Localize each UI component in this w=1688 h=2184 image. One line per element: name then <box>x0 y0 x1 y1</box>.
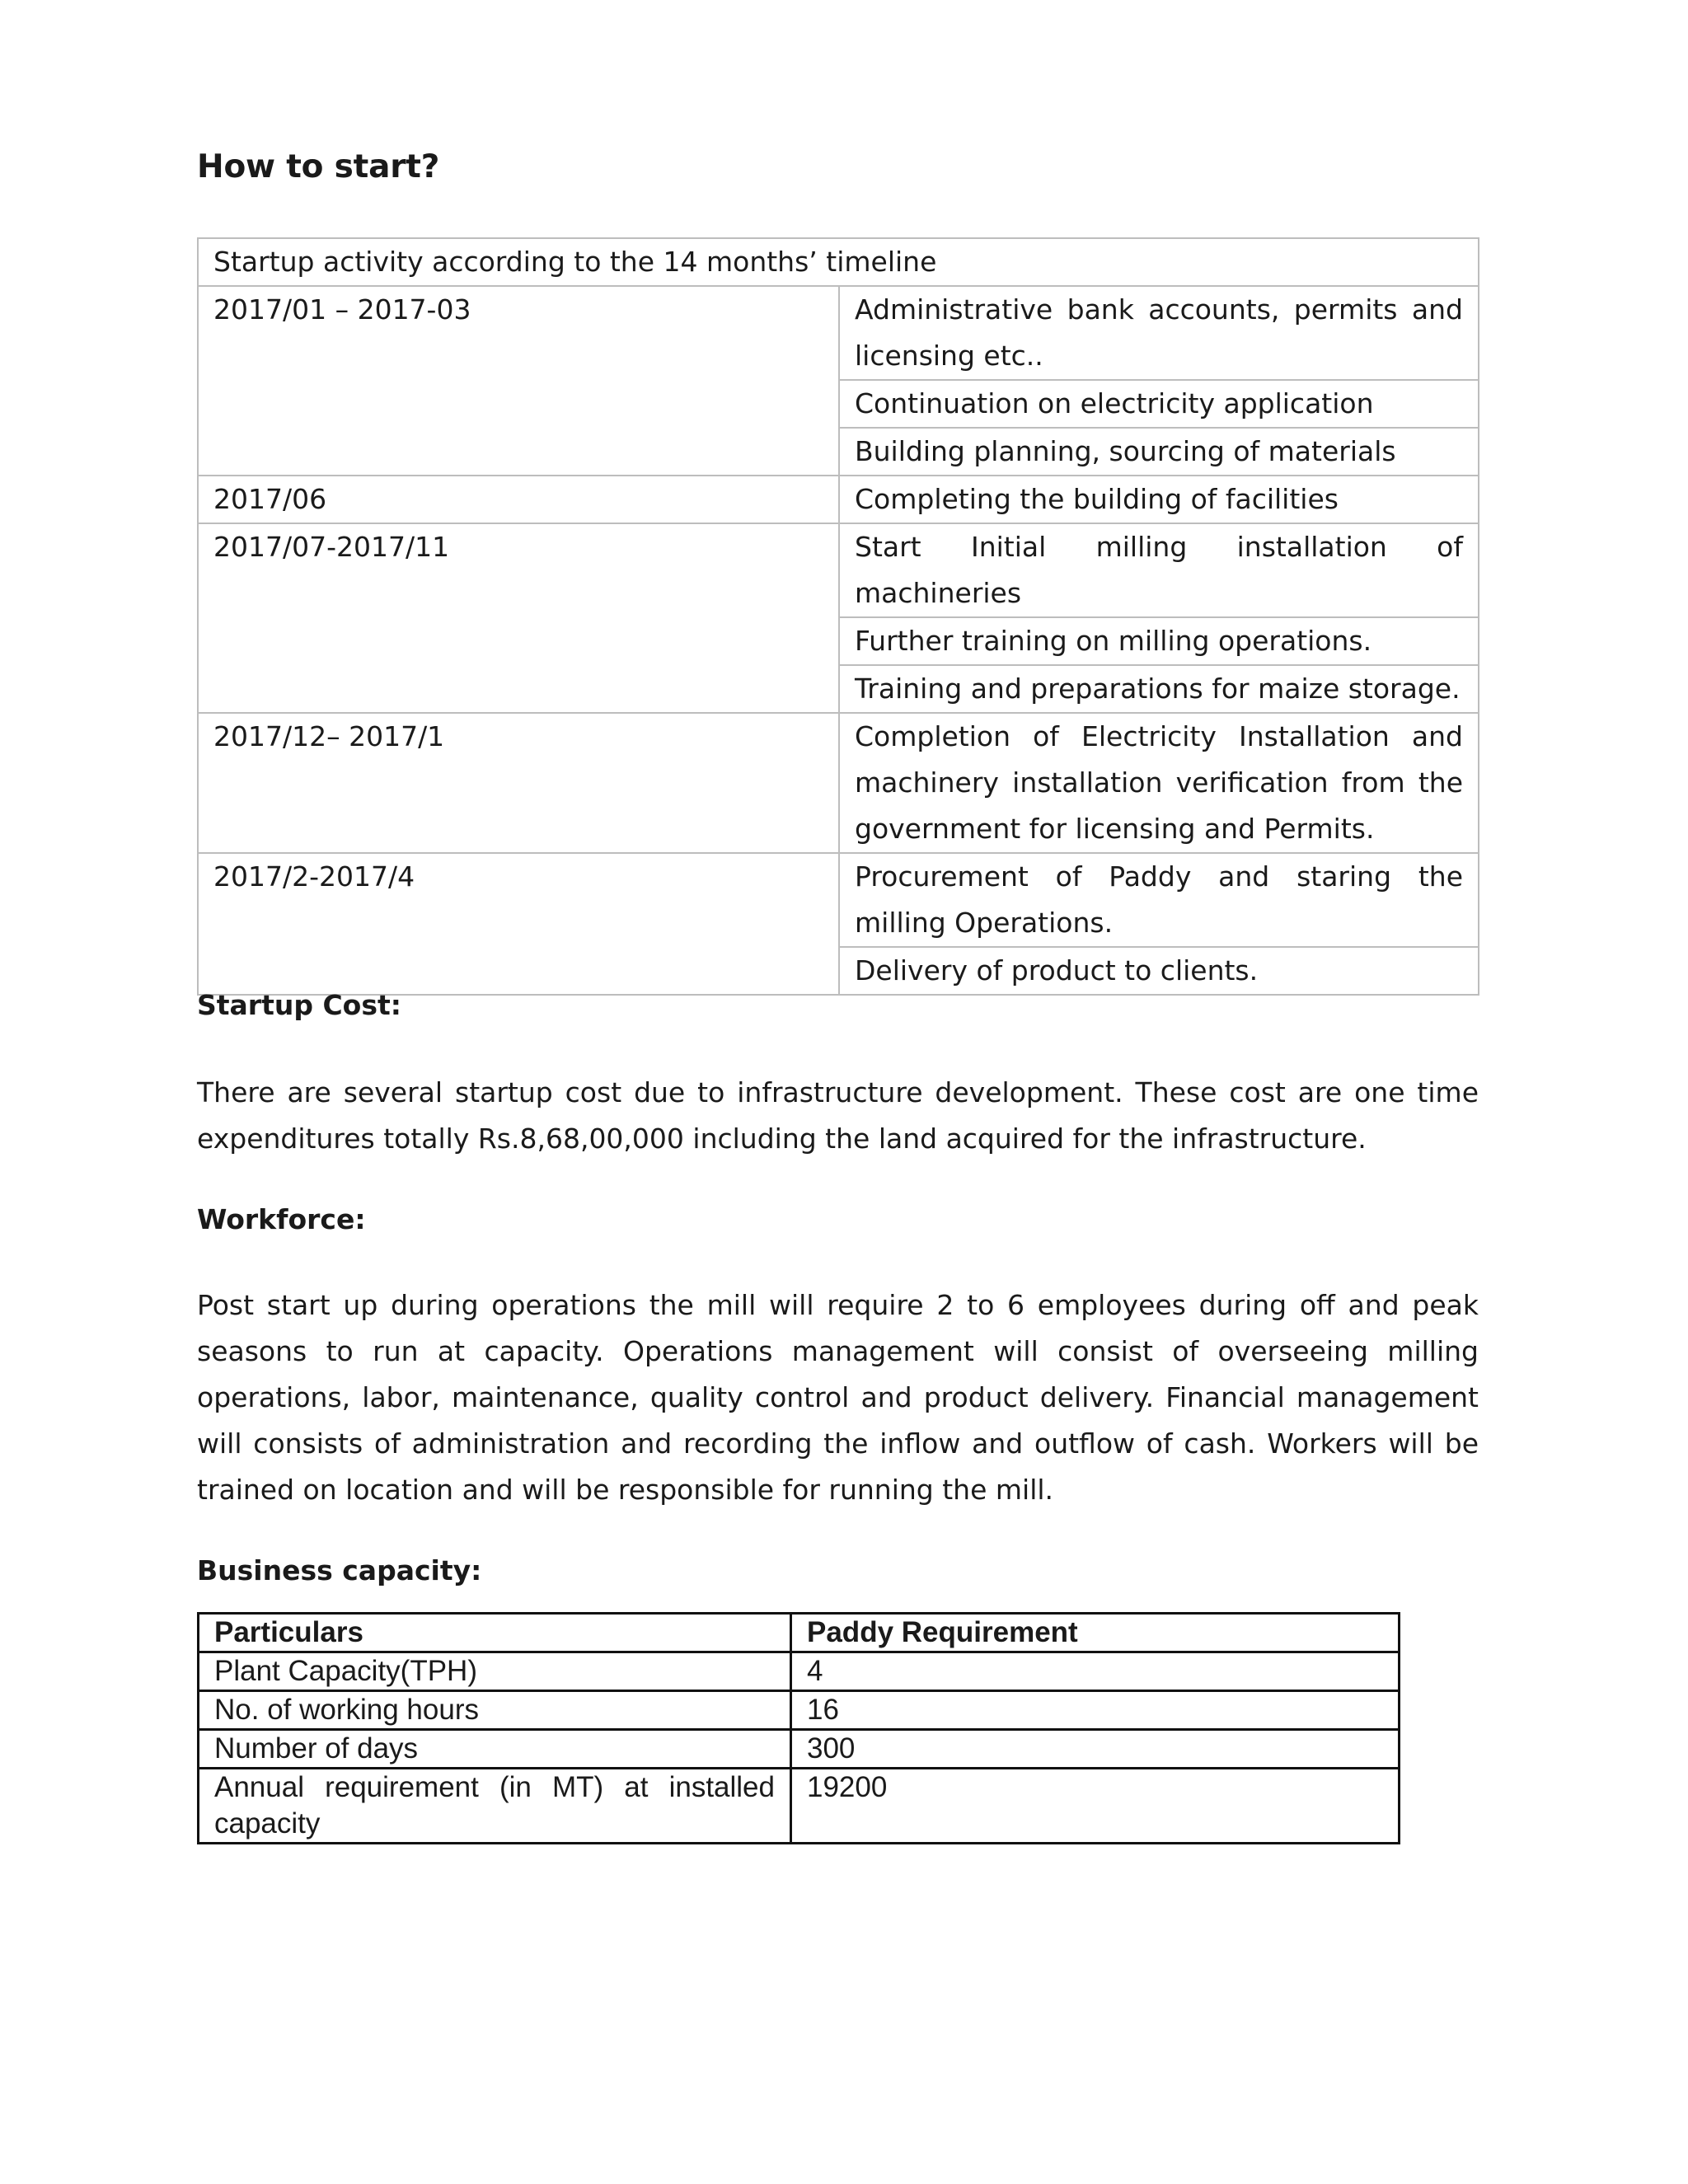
workforce-title: Workforce: <box>197 1203 366 1235</box>
table-row <box>198 853 1479 947</box>
table-row <box>198 476 1479 523</box>
timeline-header-row <box>198 238 1479 286</box>
timeline-date: 2017/2-2017/4 <box>198 853 839 995</box>
table-row <box>198 286 1479 380</box>
capacity-value: 4 <box>791 1652 1400 1691</box>
capacity-value: 300 <box>791 1730 1400 1769</box>
capacity-particular: Plant Capacity(TPH) <box>199 1652 791 1691</box>
business-capacity-title: Business capacity: <box>197 1554 482 1586</box>
table-row <box>198 713 1479 853</box>
table-row <box>199 1730 1400 1769</box>
timeline-activity: Building planning, sourcing of materials <box>839 428 1479 476</box>
timeline-activity: Administrative bank accounts, permits and licensing etc.. <box>839 286 1479 380</box>
timeline-date: 2017/07-2017/11 <box>198 523 839 713</box>
timeline-activity: Further training on milling operations. <box>839 617 1479 665</box>
timeline-activity: Completion of Electricity Installation and machinery installation verification from the government for licensing and Permits. <box>839 713 1479 853</box>
page-title: How to start? <box>197 148 440 185</box>
capacity-value: 16 <box>791 1691 1400 1730</box>
timeline-activity: Continuation on electricity application <box>839 380 1479 428</box>
capacity-value: 19200 <box>791 1769 1400 1844</box>
startup-cost-text: There are several startup cost due to infrastructure development. These cost are one time expenditures totally Rs.8,68,00,000 including the land acquired for the infrastructure. <box>197 1076 1479 1155</box>
capacity-particular: Annual requirement (in MT) at installed capacity <box>199 1769 791 1844</box>
table-row <box>199 1652 1400 1691</box>
startup-cost-title: Startup Cost: <box>197 989 401 1021</box>
table-row <box>199 1691 1400 1730</box>
document-page <box>197 140 1479 1840</box>
timeline-date: 2017/12– 2017/1 <box>198 713 839 853</box>
capacity-particular: Number of days <box>199 1730 791 1769</box>
column-header: Particulars <box>199 1614 791 1652</box>
table-row <box>198 523 1479 617</box>
workforce-text: Post start up during operations the mill will require 2 to 6 employees during off and peak seasons to run at capacity. Operations management will consist of overseeing milling operations, labor, maintenance, quality control and product delivery. Financial management will consists of administration and recording the inflow and outflow of cash. Workers will be trained on location and will be responsible for running the mill. <box>197 1289 1479 1506</box>
capacity-header-row <box>199 1614 1400 1652</box>
timeline-activity: Training and preparations for maize storage. <box>839 665 1479 713</box>
timeline-date: 2017/01 – 2017-03 <box>198 286 839 476</box>
timeline-activity: Procurement of Paddy and staring the milling Operations. <box>839 853 1479 947</box>
table-row <box>199 1769 1400 1844</box>
timeline-header: Startup activity according to the 14 months’ timeline <box>198 238 1479 286</box>
timeline-date: 2017/06 <box>198 476 839 523</box>
timeline-activity: Completing the building of facilities <box>839 476 1479 523</box>
business-capacity-table <box>197 1612 1400 1844</box>
timeline-activity: Delivery of product to clients. <box>839 947 1479 995</box>
timeline-activity: Start Initial milling installation of machineries <box>839 523 1479 617</box>
column-header: Paddy Requirement <box>791 1614 1400 1652</box>
capacity-particular: No. of working hours <box>199 1691 791 1730</box>
startup-timeline-table <box>197 237 1479 996</box>
